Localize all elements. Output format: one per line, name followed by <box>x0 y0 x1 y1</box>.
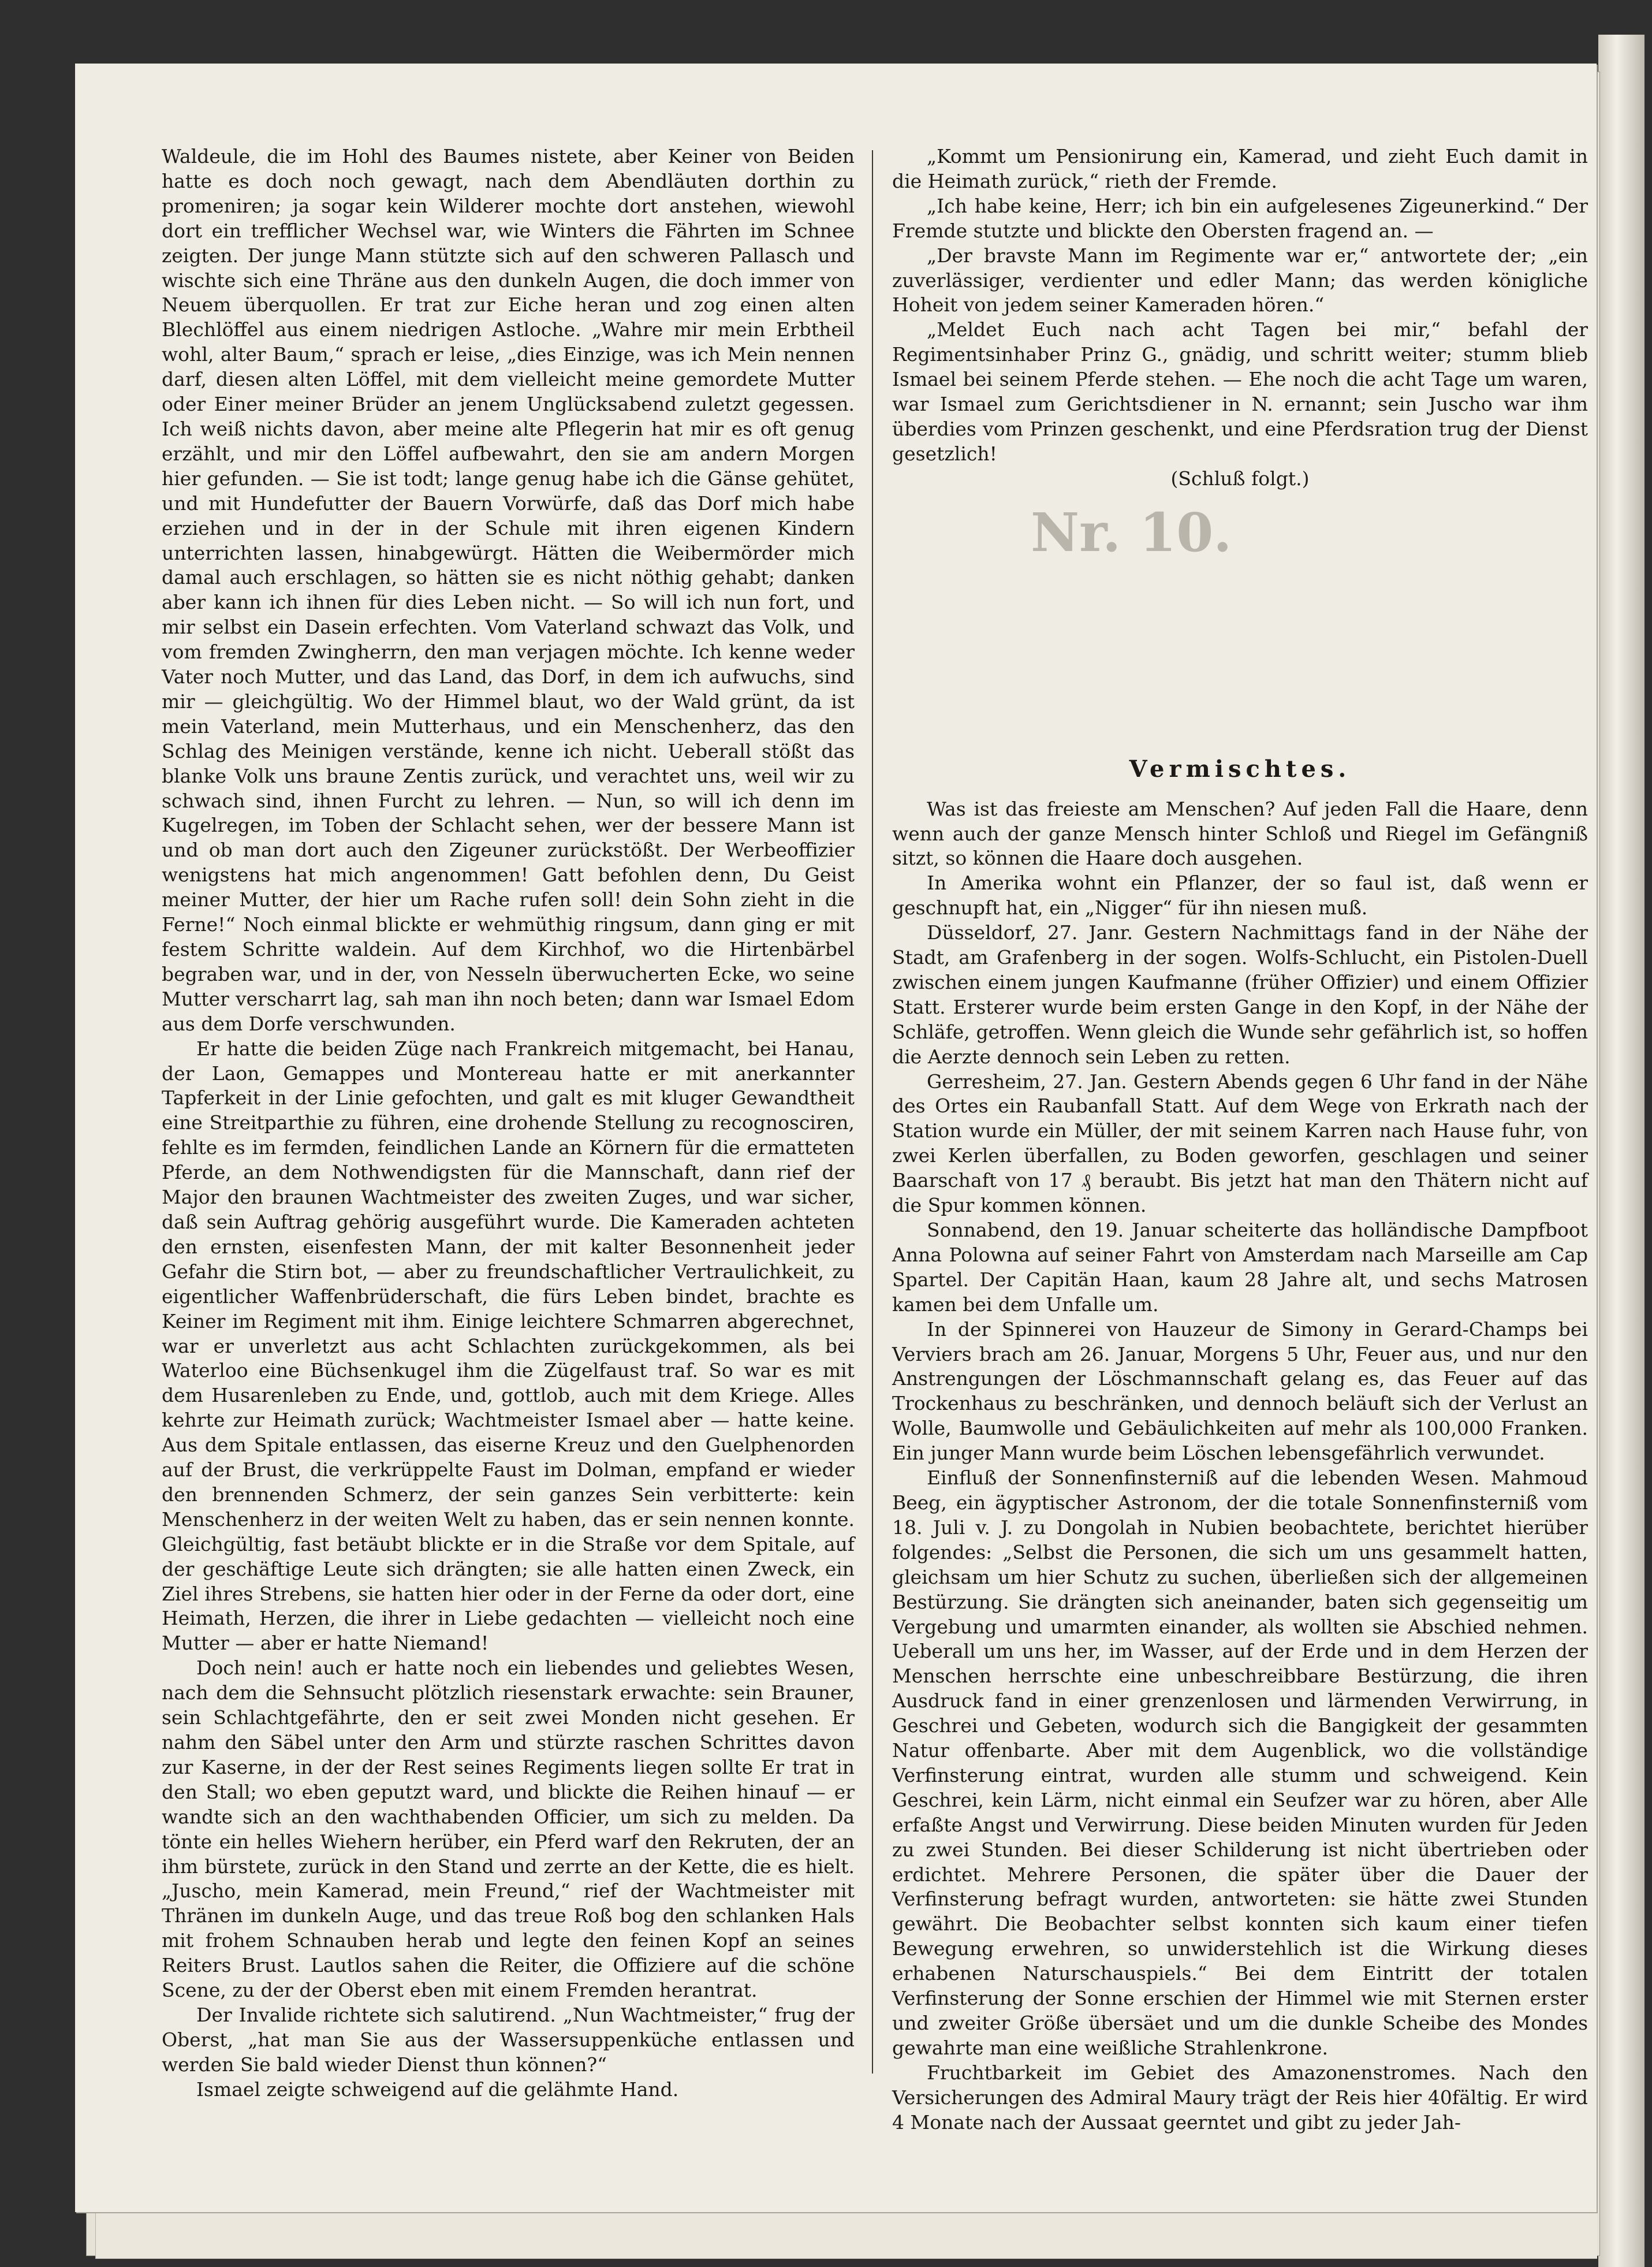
paragraph: Doch nein! auch er hatte noch ein liebendes und geliebtes Wesen, nach dem die Sehnsucht plötzlich riesenstark erwachte: sein Brauner, sein Schlachtgefährte, den er seit zwei Monden nicht gesehen. Er nahm den Säbel unter den Arm und stürzte raschen Schrittes davon zur Kaserne, in der der Rest seines Regiments liegen sollte Er trat in den Stall; wo eben geputzt ward, und blickte die Reihen hinauf — er wandte sich an den wachthabenden Officier, um sich zu melden. Da tönte ein helles Wiehern herüber, ein Pferd warf den Rekruten, der an ihm bürstete, zurück in den Stand und zerrte an der Kette, die es hielt. „Juscho, mein Kamerad, mein Freund,“ rief der Wachtmeister mit Thränen im dunkeln Auge, und das treue Roß bog den schlanken Hals mit frohem Schnauben herab und legte den feinen Kopf an seines Reiters Brust. Lautlos sahen die Reiter, die Offiziere auf die schöne Scene, zu der der Oberst eben mit einem Fremden herantrat. <box>162 1656 855 2002</box>
paragraph: Was ist das freieste am Menschen? Auf jeden Fall die Haare, denn wenn auch der ganze Mensch hinter Schloß und Riegel im Gefängniß sitzt, so können die Haare doch ausgehen. <box>892 797 1588 870</box>
paragraph: Er hatte die beiden Züge nach Frankreich mitgemacht, bei Hanau, der Laon, Gemappes und Montereau hatte er mit anerkannter Tapferkeit in der Linie gefochten, und galt es mit kluger Gewandtheit eine Streitparthie zu führen, eine drohende Stellung zu recognosciren, fehlte es im fermden, feindlichen Lande an Körnern für die ermatteten Pferde, an dem Nothwendigsten für die Mannschaft, dann rief der Major den braunen Wachtmeister des zweiten Zuges, und war sicher, daß sein Auftrag gehörig ausgeführt wurde. Die Kameraden achteten den ernsten, eisenfesten Mann, der mit kalter Besonnenheit jeder Gefahr die Stirn bot, — aber zu freundschaftlicher Vertraulichkeit, zu eigentlicher Waffenbrüderschaft, die fürs Leben bindet, brachte es Keiner im Regiment mit ihm. Einige leichtere Schmarren abgerechnet, war er unverletzt aus acht Schlachten zurückgekommen, als bei Waterloo eine Büchsenkugel ihm die Zügelfaust traf. So war es mit dem Husarenleben zu Ende, und, gottlob, auch mit dem Kriege. Alles kehrte zur Heimath zurück; Wachtmeister Ismael aber — hatte keine. Aus dem Spitale entlassen, das eiserne Kreuz und den Guelphenorden auf der Brust, die verkrüppelte Faust im Dolman, empfand er wieder den brennenden Schmerz, der sein ganzes Sein verbitterte: kein Menschenherz in der weiten Welt zu haben, das er sein nennen konnte. Gleichgültig, fast betäubt blickte er in die Straße vor dem Spitale, auf der geschäftige Leute sich drängten; sie alle hatten einen Zweck, ein Ziel ihres Strebens, sie hatten hier oder in der Ferne da oder dort, eine Heimath, Herzen, die ihrer in Liebe gedachten — vielleicht noch eine Mutter — aber er hatte Niemand! <box>162 1037 855 1655</box>
paragraph: „Der bravste Mann im Regimente war er,“ antwortete der; „ein zuverlässiger, verdienter und edler Mann; das werden königliche Hoheit von jedem seiner Kameraden hören.“ <box>892 244 1588 317</box>
paragraph: „Meldet Euch nach acht Tagen bei mir,“ befahl der Regimentsinhaber Prinz G., gnädig, und schritt weiter; stumm blieb Ismael bei seinem Pferde stehen. — Ehe noch die acht Tage um waren, war Ismael zum Gerichtsdiener in N. ernannt; sein Juscho war ihm überdies vom Prinzen geschenkt, und eine Pferdsration trug der Dienst gesetzlich! <box>892 318 1588 465</box>
show-through-area <box>892 492 1588 740</box>
paragraph: Einfluß der Sonnenfinsterniß auf die lebenden Wesen. Mahmoud Beeg, ein ägyptischer Astronom, der die totale Sonnenfinsterniß vom 18. Juli v. J. zu Dongolah in Nubien beobachtete, berichtet hierüber folgendes: „Selbst die Personen, die sich um uns gesammelt hatten, gleichsam um hier Schutz zu suchen, überließen sich der allgemeinen Bestürzung. Sie drängten sich aneinander, baten sich gegenseitig um Vergebung und umarmten einander, als wollten sie Abschied nehmen. Ueberall um uns her, im Wasser, auf der Erde und in dem Herzen der Menschen herrschte eine unbeschreibbare Bestürzung, die ihren Ausdruck fand in einer grenzenlosen und lärmenden Verwirrung, in Geschrei und Gebeten, wodurch sich die Bangigkeit der gesammten Natur offenbarte. Aber mit dem Augenblick, wo die vollständige Verfinsterung eintrat, wurden alle stumm und schweigend. Kein Geschrei, kein Lärm, nicht einmal ein Seufzer war zu hören, aber Alle erfaßte Angst und Verwirrung. Diese beiden Minuten wurden für Jeden zu zwei Stunden. Bei dieser Schilderung ist nicht übertrieben oder erdichtet. Mehrere Personen, die später über die Dauer der Verfinsterung befragt wurden, antworteten: sie hätte zwei Stunden gewährt. Die Beobachter selbst konnten sich kaum einer tiefen Bewegung erwehren, so unwiderstehlich ist die Wirkung dieses erhabenen Naturschauspiels.“ Bei dem Eintritt der totalen Verfinsterung der Sonne erschien der Himmel wie mit Sternen erster und zweiter Größe übersäet und um die dunkle Scheibe des Mondes gewahrte man eine weißliche Strahlenkrone. <box>892 1466 1588 2059</box>
paragraph: „Kommt um Pensionirung ein, Kamerad, und zieht Euch damit in die Heimath zurück,“ rieth der Fremde. <box>892 145 1588 192</box>
paragraph: Der Invalide richtete sich salutirend. „Nun Wachtmeister,“ frug der Oberst, „hat man Sie aus der Wassersuppenküche entlassen und werden Sie bald wieder Dienst thun können?“ <box>162 2003 855 2076</box>
paragraph: Gerresheim, 27. Jan. Gestern Abends gegen 6 Uhr fand in der Nähe des Ortes ein Raubanfall Statt. Auf dem Wege von Erkrath nach der Station wurde ein Müller, der mit seinem Karren nach Hause fuhr, von zwei Kerlen überfallen, zu Boden geworfen, geschlagen und seiner Baarschaft von 17 ₰ beraubt. Bis jetzt hat man den Thätern nicht auf die Spur kommen können. <box>892 1070 1588 1217</box>
book-spine <box>1598 35 1644 2267</box>
paragraph: In der Spinnerei von Hauzeur de Simony in Gerard-Champs bei Verviers brach am 26. Januar, Morgens 5 Uhr, Feuer aus, und nur den Anstrengungen der Löschmannschaft gelang es, das Feuer auf das Trockenhaus zu beschränken, und dennoch beläuft sich der Verlust an Wolle, Baumwolle und Gebäulichkeiten auf mehr als 100,000 Franken. Ein junger Mann wurde beim Löschen lebensgefährlich verwundet. <box>892 1317 1588 1465</box>
continuation-note: (Schluß folgt.) <box>1170 467 1310 490</box>
paragraph: Fruchtbarkeit im Gebiet des Amazonenstromes. Nach den Versicherungen des Admiral Maury trägt der Reis hier 40fältig. Er wird 4 Monate nach der Aussaat geerntet und gibt zu jeder Jah- <box>892 2061 1588 2134</box>
right-column <box>892 144 1588 2135</box>
column-rule <box>872 150 873 2074</box>
section-title: Vermischtes. <box>1129 755 1351 783</box>
paragraph: In Amerika wohnt ein Pflanzer, der so faul ist, daß wenn er geschnupft hat, ein „Nigger“ für ihn niesen muß. <box>892 872 1588 920</box>
paragraph: Düsseldorf, 27. Janr. Gestern Nachmittags fand in der Nähe der Stadt, am Grafenberg in der sogen. Wolfs-Schlucht, ein Pistolen-Duell zwischen einem jungen Kaufmanne (früher Offizier) und einem Offizier Statt. Ersterer wurde beim ersten Gange in den Kopf, in der Nähe der Schläfe, getroffen. Wenn gleich die Wunde sehr gefährlich ist, so hoffen die Aerzte dennoch sein Leben zu retten. <box>892 921 1588 1068</box>
paragraph: „Ich habe keine, Herr; ich bin ein aufgelesenes Zigeunerkind.“ Der Fremde stutzte und blickte den Obersten fragend an. — <box>892 194 1588 242</box>
paragraph: Waldeule, die im Hohl des Baumes nistete, aber Keiner von Beiden hatte es doch noch gewagt, nach dem Abendläuten dorthin zu promeniren; ja sogar kein Wilderer mochte dort anstehen, wiewohl dort ein trefflicher Wechsel war, wie Winters die Fährten im Schnee zeigten. Der junge Mann stützte sich auf den schweren Pallasch und wischte sich eine Thräne aus den dunkeln Augen, die doch immer von Neuem überquollen. Er trat zur Eiche heran und zog einen alten Blechlöffel aus einem niedrigen Astloche. „Wahre mir mein Erbtheil wohl, alter Baum,“ sprach er leise, „dies Einzige, was ich Mein nennen darf, diesen alten Löffel, mit dem vielleicht meine gemordete Mutter oder Einer meiner Brüder an jenem Unglücksabend zuletzt gegessen. Ich weiß nichts davon, aber meine alte Pflegerin hat mir es oft genug erzählt, und mir den Löffel aufbewahrt, den sie am andern Morgen hier gefunden. — Sie ist todt; lange genug habe ich die Gänse gehütet, und mit Hundefutter der Bauern Vorwürfe, daß das Dorf mich habe erziehen und in der in der Schule mit ihren eigenen Kindern unterrichten lassen, hinabgewürgt. Hätten die Weibermörder mich damal auch erschlagen, so hätten sie es nicht nöthig gehabt; danken aber kann ich ihnen für dies Leben nicht. — So will ich nun fort, und mir selbst ein Dasein erfechten. Vom Vaterland schwazt das Volk, und vom fremden Zwingherrn, den man verjagen möchte. Ich kenne weder Vater noch Mutter, und das Land, das Dorf, in dem ich aufwuchs, sind mir — gleichgültig. Wo der Himmel blaut, wo der Wald grünt, da ist mein Vaterland, mein Mutterhaus, und ein Menschenherz, das den Schlag des Meinigen verstände, kenne ich nicht. Ueberall stößt das blanke Volk uns braune Zentis zurück, und verachtet uns, weil wir zu schwach sind, ihnen Furcht zu lehren. — Nun, so will ich denn im Kugelregen, im Toben der Schlacht sehen, wer der bessere Mann ist und ob man dort auch den Zigeuner zurückstößt. Der Werbeoffizier wenigstens hat mich angenommen! Gatt befohlen denn, Du Geist meiner Mutter, der hier um Rache rufen soll! dein Sohn zieht in die Ferne!“ Noch einmal blickte er wehmüthig ringsum, dann ging er mit festem Schritte waldein. Auf dem Kirchhof, wo die Hirtenbärbel begraben war, und in der, von Nesseln überwucherten Ecke, wo seine Mutter verscharrt lag, sah man ihn noch beten; dann war Ismael Edom aus dem Dorfe verschwunden. <box>162 145 855 1035</box>
paragraph: Sonnabend, den 19. Januar scheiterte das holländische Dampfboot Anna Polowna auf seiner Fahrt von Amsterdam nach Marseille am Cap Spartel. Der Capitän Haan, kaum 28 Jahre alt, und sechs Matrosen kamen bei dem Unfalle um. <box>892 1219 1588 1316</box>
left-column <box>162 144 855 2102</box>
paragraph: Ismael zeigte schweigend auf die gelähmte Hand. <box>196 2078 679 2101</box>
show-through-masthead: Nr. 10. <box>1031 501 1232 564</box>
